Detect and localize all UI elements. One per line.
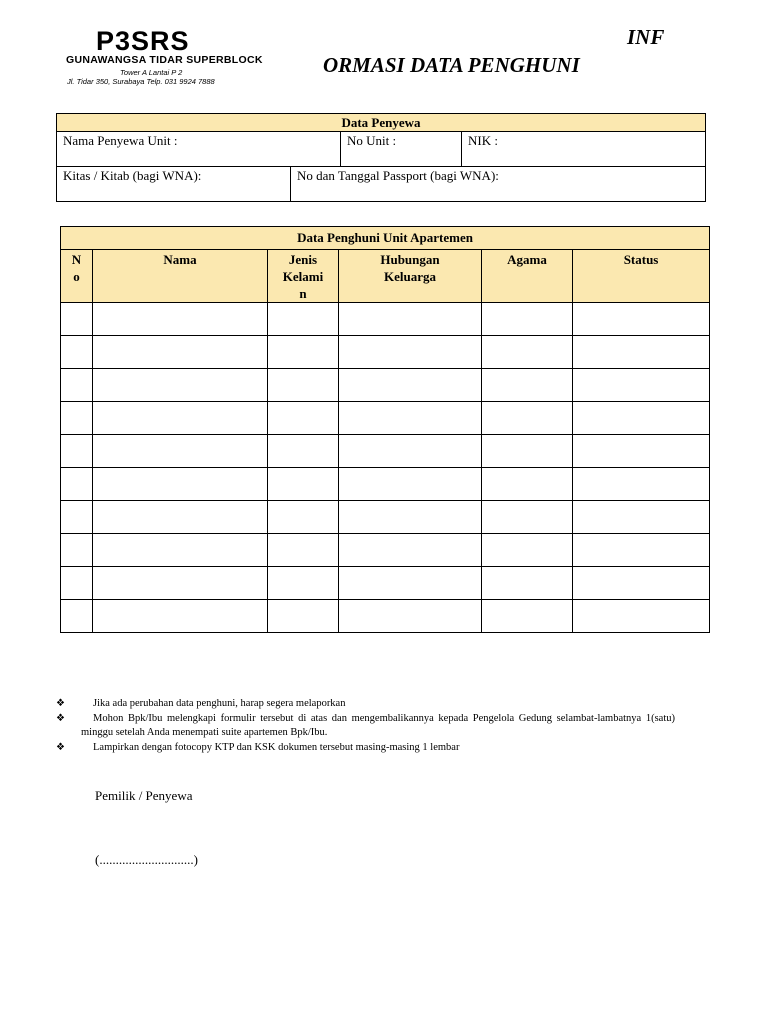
note-item: [56, 712, 675, 741]
tenant-table: [56, 113, 706, 202]
cell-religion[interactable]: [482, 369, 573, 402]
cell-gender[interactable]: [268, 303, 339, 336]
cell-name[interactable]: [93, 468, 268, 501]
cell-relationship[interactable]: [339, 534, 482, 567]
cell-status[interactable]: [573, 468, 710, 501]
signature-role: Pemilik / Penyewa: [95, 788, 193, 803]
table-row: [61, 600, 710, 633]
diamond-bullet-icon: ❖: [56, 741, 65, 753]
cell-religion[interactable]: [482, 600, 573, 633]
cell-no[interactable]: [61, 567, 93, 600]
cell-name[interactable]: [93, 435, 268, 468]
table-row: [61, 369, 710, 402]
cell-status[interactable]: [573, 369, 710, 402]
cell-no[interactable]: [61, 303, 93, 336]
logo-tower: Tower A Lantai P 2: [120, 68, 183, 77]
signature-line: (.............................): [95, 852, 198, 867]
cell-status[interactable]: [573, 567, 710, 600]
title-line1: INF: [627, 25, 665, 49]
cell-relationship[interactable]: [339, 336, 482, 369]
cell-status[interactable]: [573, 534, 710, 567]
cell-religion[interactable]: [482, 303, 573, 336]
cell-no[interactable]: [61, 402, 93, 435]
cell-name[interactable]: [93, 369, 268, 402]
cell-relationship[interactable]: [339, 369, 482, 402]
cell-no[interactable]: [61, 534, 93, 567]
note-text: Mohon Bpk/Ibu melengkapi formulir tersebut di atas dan mengembalikannya kepada Pengelola Gedung selambat-lambatnya 1(satu) minggu setelah Anda menempati suite apartemen Bpk/Ibu.: [81, 712, 675, 738]
table-row: [61, 468, 710, 501]
cell-name[interactable]: [93, 402, 268, 435]
cell-gender[interactable]: [268, 567, 339, 600]
cell-name[interactable]: [93, 336, 268, 369]
cell-gender[interactable]: [268, 402, 339, 435]
cell-relationship[interactable]: [339, 468, 482, 501]
table-row: [61, 303, 710, 336]
cell-gender[interactable]: [268, 336, 339, 369]
cell-religion[interactable]: [482, 501, 573, 534]
table-row: [61, 534, 710, 567]
logo-address: Jl. Tidar 350, Surabaya Telp. 031 9924 7888: [67, 77, 215, 86]
table-row: [61, 402, 710, 435]
tenant-table-header: Data Penyewa: [57, 114, 706, 132]
cell-no[interactable]: [61, 468, 93, 501]
note-text: Jika ada perubahan data penghuni, harap segera melaporkan: [93, 698, 346, 709]
field-passport[interactable]: No dan Tanggal Passport (bagi WNA):: [291, 167, 706, 202]
field-kitas[interactable]: Kitas / Kitab (bagi WNA):: [57, 167, 291, 202]
cell-no[interactable]: [61, 501, 93, 534]
logo: [62, 26, 263, 88]
col-header-religion: Agama: [482, 250, 573, 303]
cell-relationship[interactable]: [339, 567, 482, 600]
cell-relationship[interactable]: [339, 402, 482, 435]
cell-no[interactable]: [61, 369, 93, 402]
occupant-table: [60, 226, 710, 633]
cell-status[interactable]: [573, 336, 710, 369]
cell-status[interactable]: [573, 435, 710, 468]
table-row: [61, 435, 710, 468]
col-header-status: Status: [573, 250, 710, 303]
logo-brand: P3SRS: [96, 26, 190, 56]
cell-religion[interactable]: [482, 534, 573, 567]
notes-list: [56, 697, 675, 755]
field-nik[interactable]: NIK :: [462, 132, 706, 167]
cell-religion[interactable]: [482, 336, 573, 369]
table-row: [61, 567, 710, 600]
note-text: Lampirkan dengan fotocopy KTP dan KSK dokumen tersebut masing-masing 1 lembar: [93, 741, 460, 753]
diamond-bullet-icon: ❖: [56, 712, 65, 724]
cell-name[interactable]: [93, 534, 268, 567]
cell-relationship[interactable]: [339, 501, 482, 534]
occupant-table-header: Data Penghuni Unit Apartemen: [61, 227, 710, 250]
cell-religion[interactable]: [482, 435, 573, 468]
cell-relationship[interactable]: [339, 303, 482, 336]
diamond-bullet-icon: ❖: [56, 698, 65, 709]
cell-name[interactable]: [93, 501, 268, 534]
cell-relationship[interactable]: [339, 600, 482, 633]
cell-no[interactable]: [61, 435, 93, 468]
cell-religion[interactable]: [482, 468, 573, 501]
cell-gender[interactable]: [268, 534, 339, 567]
cell-gender[interactable]: [268, 435, 339, 468]
note-item: [56, 741, 675, 756]
cell-gender[interactable]: [268, 468, 339, 501]
cell-religion[interactable]: [482, 567, 573, 600]
cell-no[interactable]: [61, 336, 93, 369]
cell-name[interactable]: [93, 303, 268, 336]
cell-gender[interactable]: [268, 369, 339, 402]
cell-name[interactable]: [93, 600, 268, 633]
cell-religion[interactable]: [482, 402, 573, 435]
note-item: [56, 697, 675, 712]
cell-status[interactable]: [573, 303, 710, 336]
cell-gender[interactable]: [268, 501, 339, 534]
col-header-name: Nama: [93, 250, 268, 303]
table-row: [61, 501, 710, 534]
occupant-table-body: [61, 303, 710, 633]
logo-name: GUNAWANGSA TIDAR SUPERBLOCK: [66, 54, 263, 66]
cell-status[interactable]: [573, 600, 710, 633]
col-header-relationship: Hubungan Keluarga: [339, 250, 482, 303]
table-row: [61, 336, 710, 369]
field-unit-no[interactable]: No Unit :: [341, 132, 462, 167]
cell-status[interactable]: [573, 501, 710, 534]
title-line2: ORMASI DATA PENGHUNI: [323, 53, 580, 77]
col-header-gender: Jenis Kelami n: [268, 250, 339, 303]
cell-name[interactable]: [93, 567, 268, 600]
cell-status[interactable]: [573, 402, 710, 435]
col-header-no: N o: [61, 250, 93, 303]
field-tenant-name[interactable]: Nama Penyewa Unit :: [57, 132, 341, 167]
cell-no[interactable]: [61, 600, 93, 633]
cell-relationship[interactable]: [339, 435, 482, 468]
cell-gender[interactable]: [268, 600, 339, 633]
